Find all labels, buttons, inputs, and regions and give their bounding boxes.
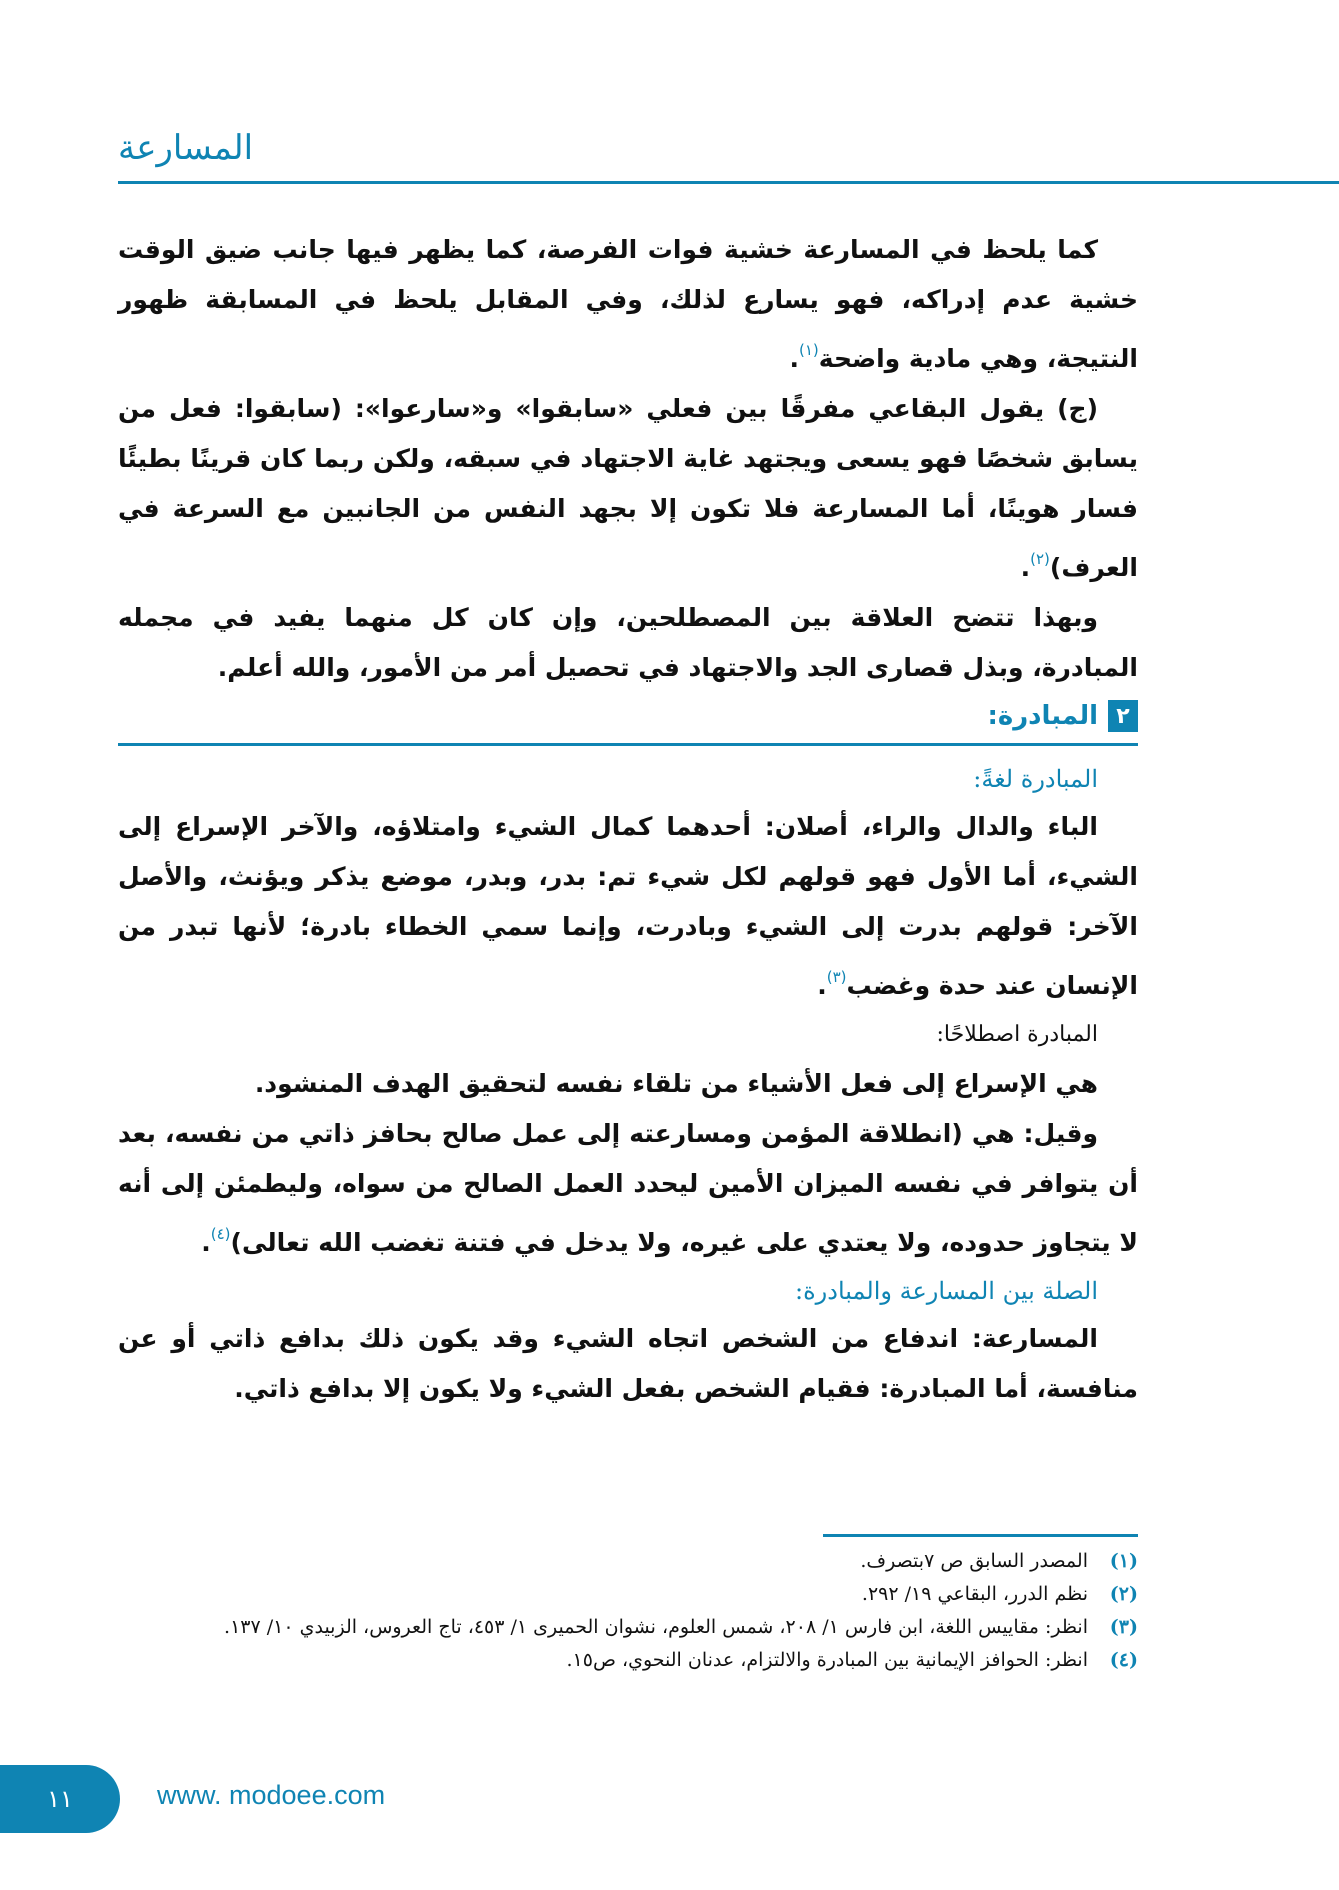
page-number: ١١: [47, 1785, 73, 1813]
section-number-badge: ٢: [1108, 700, 1138, 732]
footnotes: [118, 1545, 1138, 1677]
term-heading: المبادرة اصطلاحًا:: [936, 1022, 1098, 1047]
footnote-item: [118, 1611, 1138, 1644]
website-link[interactable]: www. modoee.com: [157, 1780, 386, 1810]
paragraph-3: وبهذا تتضح العلاقة بين المصطلحين، وإن كان كل منهما يفيد في مجمله المبادرة، وبذل قصارى الجد والاجتهاد في تحصيل أمر من الأمور، والله أعلم.: [118, 603, 1138, 682]
main-content: [118, 225, 1138, 1414]
footnote-text: انظر: مقاييس اللغة، ابن فارس ١/ ٢٠٨، شمس العلوم، نشوان الحميرى ١/ ٤٥٣، تاج العروس، الزبيدي ١٠/ ١٣٧.: [224, 1616, 1088, 1638]
lang-heading: المبادرة لغةً:: [973, 765, 1098, 793]
footnote-number: (٤): [1109, 1649, 1138, 1671]
header-rule: [118, 181, 1339, 184]
relation-paragraph: المسارعة: اندفاع من الشخص اتجاه الشيء وقد يكون ذلك بدافع ذاتي أو عن منافسة، أما المبادرة: فقيام الشخص بفعل الشيء ولا يكون إلا بدافع ذاتي.: [118, 1324, 1138, 1403]
running-header-title: المسارعة: [118, 128, 254, 168]
term-paragraph-1: هي الإسراع إلى فعل الأشياء من تلقاء نفسه لتحقيق الهدف المنشود.: [254, 1069, 1098, 1098]
footnote-ref-4[interactable]: (٤): [210, 1225, 231, 1243]
footnote-text: نظم الدرر، البقاعي ١٩/ ٢٩٢.: [861, 1583, 1088, 1605]
footnote-text: انظر: الحوافز الإيمانية بين المبادرة والالتزام، عدنان النحوي، ص١٥.: [566, 1649, 1088, 1671]
relation-heading: الصلة بين المسارعة والمبادرة:: [795, 1277, 1098, 1305]
footnote-item: [118, 1578, 1138, 1611]
footnote-text: المصدر السابق ص ٧بتصرف.: [860, 1550, 1088, 1572]
paragraph-2: (ج) يقول البقاعي مفرقًا بين فعلي «سابقوا» و«سارعوا»: (سابقوا: فعل من يسابق شخصًا فهو يسعى ويجتهد غاية الاجتهاد في سبقه، ولكن ربما كان قرينًا بطيئًا فسار هوينًا، أما المسارعة فلا تكون إلا بجهد النفس من الجانبين مع السرعة في العرف)$^{(٢)}$.: [118, 394, 1138, 582]
footnote-item: [118, 1545, 1138, 1578]
section-heading: [118, 695, 1138, 737]
lang-paragraph: الباء والدال والراء، أصلان: أحدهما كمال الشيء وامتلاؤه، والآخر الإسراع إلى الشيء، أما الأول فهو قولهم لكل شيء تم: بدر، وبدر، موضع يذكر ويؤنث، والأصل الآخر: قولهم بدرت إلى الشيء وبادرت، وإنما سمي الخطاء بادرة؛ لأنها تبدر من الإنسان عند حدة وغضب$^{(٣)}$.: [118, 812, 1138, 1000]
footnote-ref-1[interactable]: (١): [799, 341, 819, 359]
paragraph-1: كما يلحظ في المسارعة خشية فوات الفرصة، كما يظهر فيها جانب ضيق الوقت خشية عدم إدراكه، فهو يسارع لذلك، وفي المقابل يلحظ في المسابقة ظهور النتيجة، وهي مادية واضحة$^{(١)}$.: [118, 235, 1138, 373]
footnote-number: (٢): [1109, 1583, 1138, 1605]
footnote-ref-2[interactable]: (٢): [1030, 550, 1050, 568]
footnote-item: [118, 1644, 1138, 1677]
footnote-ref-3[interactable]: (٣): [826, 968, 847, 986]
term-paragraph-2: وقيل: هي (انطلاقة المؤمن ومسارعته إلى عمل صالح بحافز ذاتي من نفسه، بعد أن يتوافر في نفسه الميزان الأمين ليحدد العمل الصالح من سواه، وليطمئن إلى أنه لا يتجاوز حدوده، ولا يعتدي على غيره، ولا يدخل في فتنة تغضب الله تعالى)$^{(٤)}$.: [118, 1119, 1138, 1257]
section-label: المبادرة:: [987, 701, 1098, 731]
footnote-number: (٣): [1109, 1616, 1138, 1638]
page-number-tab: [0, 1765, 120, 1833]
section-rule: [118, 743, 1138, 746]
footnote-rule: [823, 1534, 1138, 1537]
footnote-number: (١): [1109, 1550, 1138, 1572]
